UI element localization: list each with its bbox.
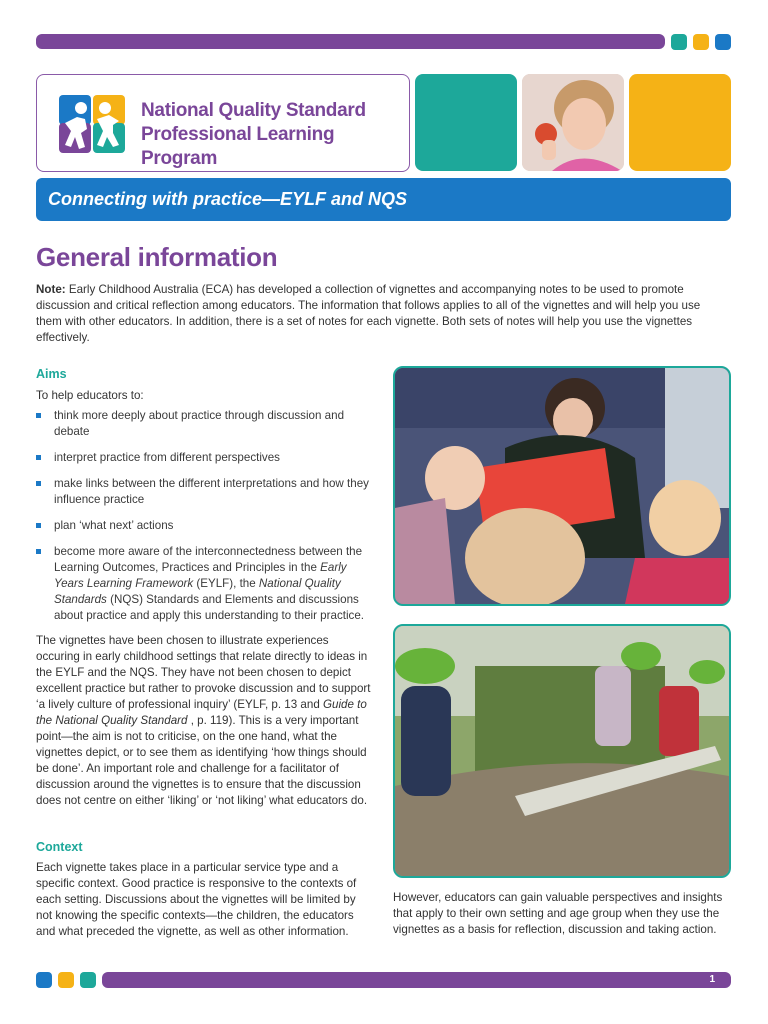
aims-item-5-text-c: (EYLF), the: [193, 577, 259, 590]
logo-title: [141, 99, 409, 171]
top-purple-bar: [36, 34, 665, 49]
aims-item-5-text-a: become more aware of the interconnectedness between the Learning Outcomes, Practices and Principles in the: [54, 545, 363, 574]
children-playing-sandpit-image: [395, 626, 729, 876]
child-eating-apple-image: [522, 74, 624, 171]
intro-text: Early Childhood Australia (ECA) has developed a collection of vignettes and accompanying notes to be used to promote discussion and critical reflection among educators. The information that follows applies to all of the vignettes and will help you use them with other educators. In addition, there is a set of notes for each vignette. Both sets of notes will help you use the vignettes effectively.: [36, 283, 701, 344]
bullet-icon: [36, 413, 41, 418]
right-paragraph: However, educators can gain valuable perspectives and insights that apply to their own setting and age group when they use the vignettes as a basis for reflection, discussion and taking action.: [393, 891, 723, 936]
aims-item-5-text-e: (NQS) Standards and Elements and discussions about practice and apply this understanding to their practice.: [54, 593, 365, 622]
aims-item-2: interpret practice from different perspectives: [54, 451, 280, 464]
list-item: [36, 408, 374, 440]
bullet-icon: [36, 455, 41, 460]
top-blue-square: [715, 34, 731, 50]
context-paragraph: Each vignette takes place in a particular service type and a specific context. Good practice is responsive to the contexts of each setting. Discussions about the vignettes will be limited by not knowing the specific contexts—the children, the educators and what preceded the vignette, as well as other information.: [36, 861, 357, 938]
list-item: [36, 518, 374, 534]
aims-lead: To help educators to:: [36, 389, 144, 402]
top-teal-square: [671, 34, 687, 50]
footer-blue-square: [36, 972, 52, 988]
guide-title: Guide to the National Quality Standard: [36, 698, 367, 727]
nqs-logo-icon: [57, 93, 131, 155]
bullet-icon: [36, 523, 41, 528]
logo-title-line2: Professional Learning Program: [141, 124, 335, 169]
context-heading: Context: [36, 840, 83, 854]
header-yellow-block: [629, 74, 731, 171]
bullet-icon: [36, 549, 41, 554]
aims-item-5: [54, 545, 364, 622]
nqs-title: National Quality Standards: [54, 577, 341, 606]
footer-purple-bar: [102, 972, 731, 988]
educator-reading-image: [395, 368, 729, 604]
page-number: 1: [709, 974, 715, 985]
aims-item-4: plan ‘what next’ actions: [54, 519, 174, 532]
banner-title: Connecting with practice—EYLF and NQS: [48, 189, 408, 209]
aims-item-1: think more deeply about practice through discussion and debate: [54, 409, 345, 438]
section-banner: [36, 178, 731, 221]
vignettes-paragraph: [36, 633, 372, 809]
aims-item-3: make links between the different interpretations and how they influence practice: [54, 477, 369, 506]
intro-paragraph: [36, 282, 726, 346]
sandpit-photo: [393, 624, 731, 878]
list-item: [36, 450, 374, 466]
bullet-icon: [36, 481, 41, 486]
footer-yellow-square: [58, 972, 74, 988]
logo-box: [36, 74, 410, 172]
eylf-title: Early Years Learning Framework: [54, 561, 347, 590]
vignettes-text-a: The vignettes have been chosen to illustrate experiences occuring in early childhood settings that relate directly to ideas in the EYLF and the NQS. They have not been chosen to depict excellent practice but rather to provoke discussion and to support ‘a lively culture of professional inquiry’ (EYLF, p. 13 and: [36, 634, 371, 711]
header-teal-block: [415, 74, 517, 171]
page-title: General information: [36, 242, 278, 272]
list-item: [36, 544, 374, 624]
top-yellow-square: [693, 34, 709, 50]
reading-photo: [393, 366, 731, 606]
footer-teal-square: [80, 972, 96, 988]
logo-title-line1: National Quality Standard: [141, 100, 366, 121]
aims-heading: Aims: [36, 367, 67, 381]
note-label: Note:: [36, 283, 66, 296]
vignettes-text-c: , p. 119). This is a very important point—the aim is not to criticise, on the one hand, what the vignettes depict, or to see them as identifying ‘how things should be done’. An important role and challenge for a facilitator of discussion around the vignettes is to ensure that the discussion does not centre on either ‘liking’ or ‘not liking’ what educators do.: [36, 714, 368, 807]
header-child-photo: [522, 74, 624, 171]
list-item: [36, 476, 374, 508]
